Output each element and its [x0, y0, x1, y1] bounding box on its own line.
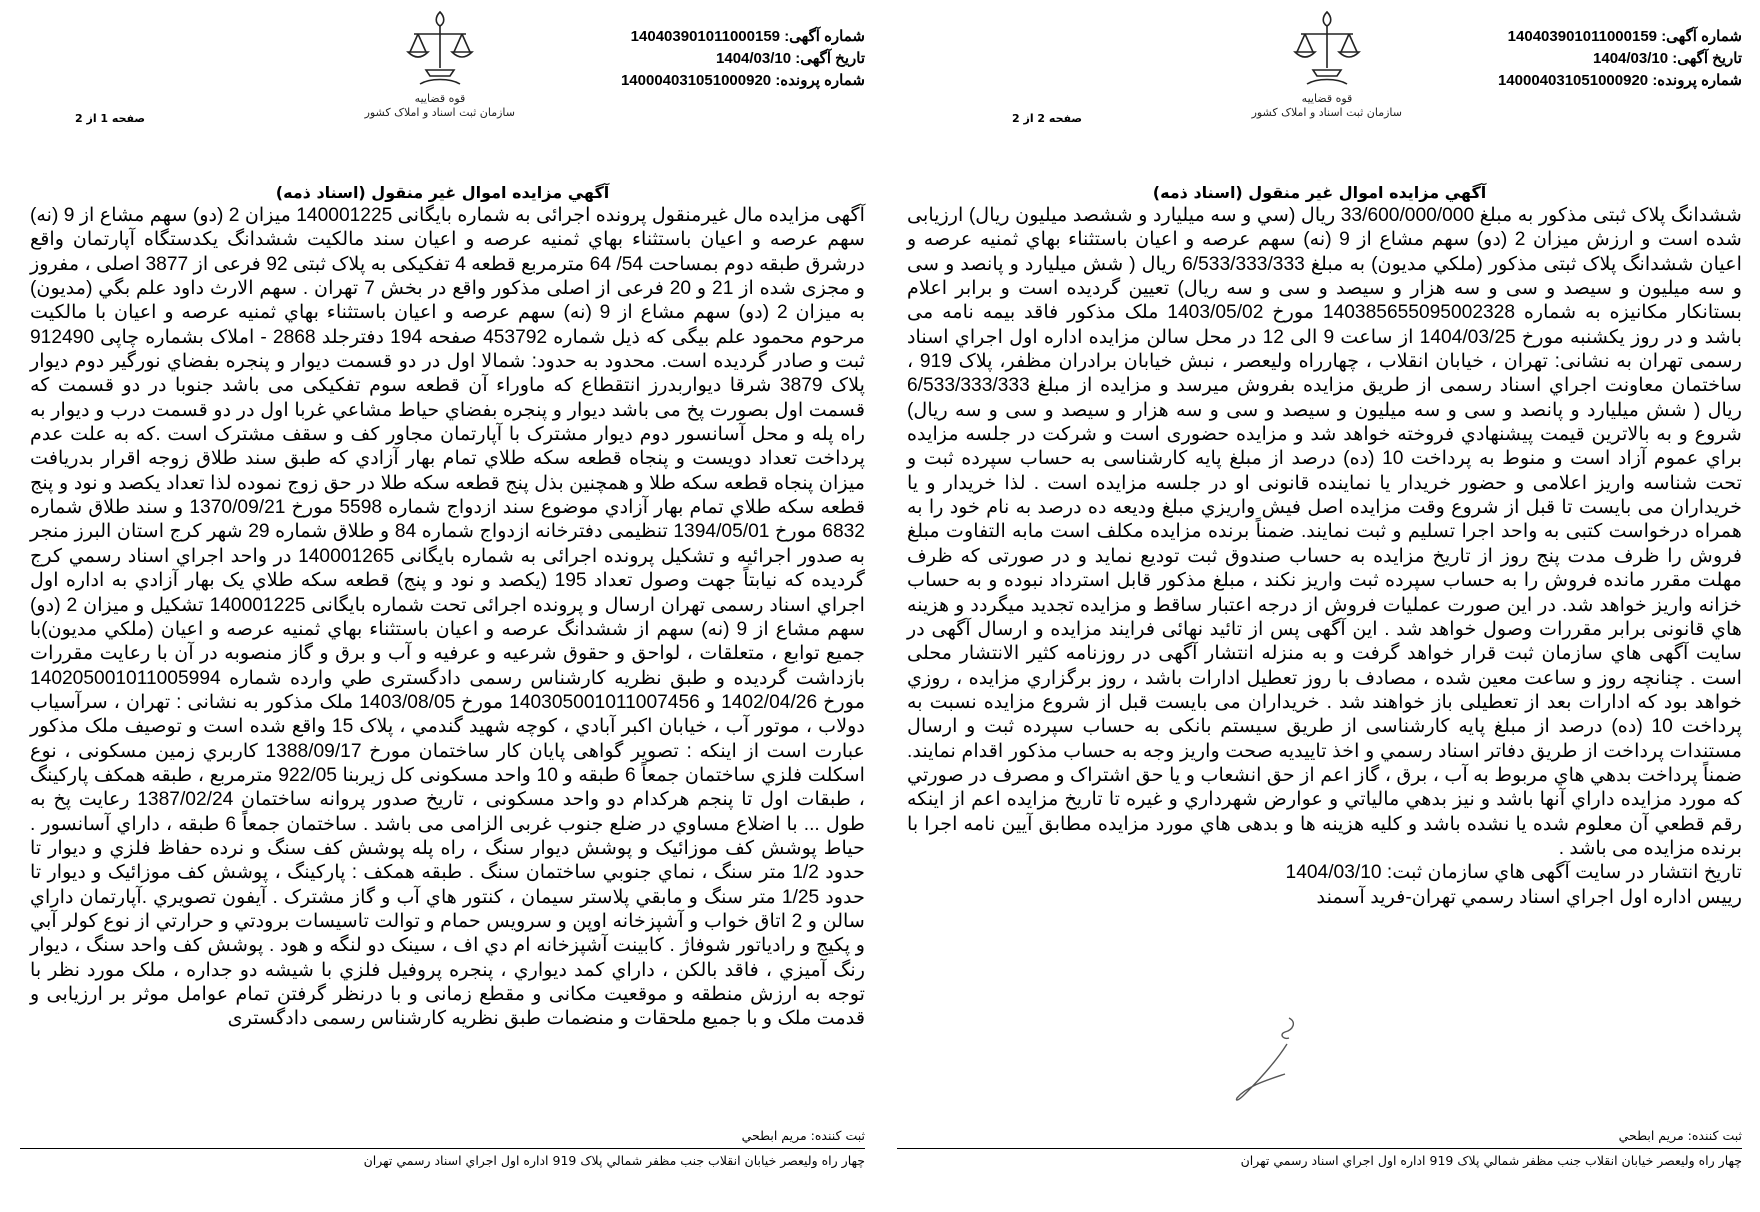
emblem-caption-top: قوه قضاییه [414, 92, 466, 105]
footer-divider [20, 1148, 865, 1149]
page-footer [897, 1128, 1742, 1168]
office-address: چهار راه ولیعصر خیابان انقلاب جنب مظفر شمالي پلاک 919 اداره اول اجراي اسناد رسمي تهران [1240, 1153, 1742, 1168]
case-number: 140004031051000920 [620, 72, 772, 89]
emblem-caption-top: قوه قضاییه [1301, 92, 1353, 105]
footer-divider [897, 1148, 1742, 1149]
scales-of-justice-icon [1291, 8, 1363, 92]
notice-title: آگهي مزايده اموال غير منقول (اسناد ذمه) [275, 183, 610, 202]
page-number: صفحه 2 از 2 [1012, 112, 1083, 125]
signature-mark [1227, 1010, 1337, 1110]
judiciary-emblem [1252, 8, 1402, 158]
notice-meta [1362, 26, 1742, 92]
registrar: ثبت کننده: مریم ابطحي [1618, 1128, 1742, 1143]
notice-page-2 [897, 0, 1742, 1212]
case-number: 140004031051000920 [1497, 72, 1649, 89]
notice-title: آگهي مزايده اموال غير منقول (اسناد ذمه) [1152, 183, 1487, 202]
signatory-line: رییس اداره اول اجراي اسناد رسمي تهران-فرید آسمند [1316, 886, 1742, 908]
notice-date: 1404/03/10 [716, 50, 792, 67]
case-number-row: شماره پرونده: 140004031051000920 [620, 72, 865, 89]
notice-date: 1404/03/10 [1593, 50, 1669, 67]
publication-date-line: تاریخ انتشار در سایت آگهی هاي سازمان ثبت: 1404/03/10 [1285, 862, 1742, 884]
notice-date-row: تاریخ آگهی: 1404/03/10 [716, 50, 865, 67]
registrar: ثبت کننده: مریم ابطحي [741, 1128, 865, 1143]
judiciary-emblem [365, 8, 515, 158]
notice-body-text: ششدانگ پلاک ثبتی مذکور به مبلغ 33/600/000/000 ریال (سي و سه میلیارد و ششصد میلیون ریال) ارزیابی شده است و ارزش میزان 2 (دو) سهم مشاع از 9 (نه) سهم عرصه و اعیان باستثناء بهاي ثمنیه عرصه و اعیان ششدانگ پلاک ثبتی مذکور (ملکي مدیون) به مبلغ 6/533/333/333 ریال ( شش میلیارد و پانصد و سی و سه میلیون و سیصد و سی و سه هزار و سیصد و سی و سه ریال) تعیین گردیده است و برابر اعلام بستانکار مکانیزه به شماره 140385655095002328 مورخ 1403/05/02 ملک مذکور فاقد بیمه نامه می باشد و در روز یکشنبه مورخ 1404/03/25 از ساعت 9 الی 12 در محل سالن مزایده اداره اول اجراي اسناد رسمی تهران به نشانی: تهران ، خیابان انقلاب ، چهارراه ولیعصر ، نبش خیابان برادران مظفر، پلاک 919 ، ساختمان معاونت اجراي اسناد رسمی از طریق مزایده بفروش میرسد و مزایده از مبلغ 6/533/333/333 ریال ( شش میلیارد و پانصد و سی و سه میلیون و سیصد و سی و سه هزار و سیصد و سی و سه ریال) شروع و به بالاترین قیمت پیشنهادي فروخته خواهد شد و مزایده حضوری است و شرکت در جلسه مزایده براي عموم آزاد است و منوط به پرداخت 10 (ده) درصد از مبلغ پایه کارشناسی به حساب سپرده ثبت و تحت شناسه واریز اعلامی و حضور خریدار یا نماینده قانونی او در جلسه مزایده است . لذا خریدار و یا خریداران می بایست تا قبل از شروع وقت مزایده اصل فیش واریزي مبلغ ودیعه ده درصد به نام خود را به همراه درخواست کتبی به واحد اجرا تسلیم و ثبت نمایند. ضمناً برنده مزایده مکلف است مابه التفاوت مبلغ فروش را ظرف مدت پنج روز از تاریخ مزایده به حساب صندوق ثبت تودیع نماید و در صورتی که ظرف مهلت مقرر مانده فروش را به حساب سپرده ثبت واریز نکند ، مبلغ مذکور قابل استرداد نبوده و به حساب خزانه واریز خواهد شد. در این صورت عملیات فروش از درجه اعتبار ساقط و مزایده تجدید میگردد و هزینه هاي قانونی برابر مقررات وصول خواهد شد . این آگهی پس از تائید نهائی فرایند مزایده و ارسال آگهی در سایت آگهی هاي سازمان ثبت قرار خواهد گرفت و به منزله انتشار آگهی در روزنامه کثیر الانتشار محلی است . چنانچه روز و ساعت معین شده ، مصادف با روز تعطیل ادارات باشد ، روز برگزاري مزایده ، روزي خواهد بود که ادارات بعد از تعطیلی باز خواهند شد . خریداران می بایست قبل از شروع مزایده نسبت به پرداخت 10 (ده) درصد از مبلغ پایه کارشناسی از طریق سیستم بانکی به حساب سپرده ثبت و ارسال مستندات پرداخت از طریق دفاتر اسناد رسمي و اخذ تاییدیه صحت واریز وجه به حساب مذکور اقدام نمایند. ضمناً پرداخت بدهي هاي مربوط به آب ، برق ، گاز اعم از حق انشعاب و یا حق اشتراک و مصرف در صورتي که مورد مزایده داراي آنها باشد و نیز بدهي مالیاتي و عوارض شهرداري و غیره تا تاریخ مزایده اعم از اینکه رقم قطعي آن معلوم شده یا نشده باشد و کلیه هزینه ها و بدهی هاي مورد مزایده مطابق آیین نامه اجرا با برنده مزایده می باشد . [907, 205, 1742, 859]
notice-number: 140403901011000159 [1507, 28, 1658, 45]
emblem-caption-bottom: سازمان ثبت اسناد و املاک کشور [364, 106, 515, 119]
page-number: صفحه 1 از 2 [75, 112, 146, 125]
notice-number-row: شماره آگهی: 140403901011000159 [630, 28, 865, 45]
emblem-caption-bottom: سازمان ثبت اسناد و املاک کشور [1251, 106, 1402, 119]
notice-page-1 [20, 0, 865, 1212]
notice-date-row: تاریخ آگهی: 1404/03/10 [1593, 50, 1742, 67]
notice-body-text: آگهی مزایده مال غیرمنقول پرونده اجرائی به شماره بایگانی 140001225 میزان 2 (دو) سهم مشاع از 9 (نه) سهم عرصه و اعیان باستثناء بهاي ثمنیه عرصه و اعیان سند مالکیت ششدانگ یکدستگاه آپارتمان واقع درشرق طبقه دوم بمساحت 54/ 64 مترمربع قطعه 4 تفکیکی به پلاک ثبتی 92 فرعی از 3877 اصلی ، مفروز و مجزی شده از 21 و 20 فرعی از اصلی مذکور واقع در بخش 7 تهران . سهم الارث داود علم بگي (مدیون) به میزان 2 (دو) سهم مشاع از 9 (نه) سهم عرصه و اعیان باستثناء بهاي ثمنیه عرصه و اعیان با مالکیت مرحوم محمود علم بیگی که ذیل شماره 453792 صفحه 194 دفترجلد 2868 - املاک بشماره چاپی 912490 ثبت و صادر گردیده است. محدود به حدود: شمالا اول در دو قسمت دیوار و پنجره بفضاي نورگیر دوم دیوار پلاک 3879 شرقا دیواربدرز انتقطاع که ماوراء آن قطعه سوم تفکیکی می باشد جنوبا در دو قسمت که قسمت اول بصورت پخ می باشد دیوار و پنجره بفضاي حیاط مشاعي غربا اول در دو قسمت درب و دیوار به راه پله و محل آسانسور دوم دیوار مشترک با آپارتمان مجاور کف و سقف مشترک است .که به علت عدم پرداخت تعداد دویست و پنجاه قطعه سکه طلاي تمام بهار آزادي که طبق سند طلاق زوجه اقرار بدریافت میزان پنجاه قطعه سکه طلا و همچنین بذل پنج قطعه سکه طلا در حق زوج نموده لذا تعداد یکصد و نود و پنج قطعه سکه طلاي تمام بهار آزادي موضوع سند ازدواج شماره 5598 مورخ 1370/09/21 و سند طلاق شماره 6832 مورخ 1394/05/01 تنظیمی دفترخانه ازدواج شماره 84 و طلاق شماره 29 شهر کرج استان البرز منجر به صدور اجرائیه و تشکیل پرونده اجرائی به شماره بایگانی 140001265 در واحد اجراي اسناد رسمي کرج گردیده که نیابتاً جهت وصول تعداد 195 (یکصد و نود و پنج) قطعه سکه طلاي یک بهار آزادي به اداره اول اجراي اسناد رسمی تهران ارسال و پرونده اجرائی تحت شماره بایگانی 140001225 تشکیل و میزان 2 (دو) سهم مشاع از 9 (نه) سهم از ششدانگ عرصه و اعیان باستثناء بهاي ثمنیه عرصه و اعیان (ملکي مدیون)با جمیع توابع ، متعلقات ، لواحق و حقوق شرعیه و عرفیه و آب و برق و گاز منصوبه در آن با رعایت مقررات بازداشت گردیده و طبق نظریه کارشناس رسمی دادگستری طي وارده شماره 140205001011005994 مورخ 1402/04/26 و 140305001011007456 مورخ 1403/08/05 ملک مذکور به نشانی : تهران ، سرآسیاب دولاب ، موتور آب ، خیابان اکبر آبادي ، کوچه شهید گندمي ، پلاک 15 واقع شده است و توصیف ملک مذکور عبارت است از اینکه : تصویر گواهی پایان کار ساختمان مورخ 1388/09/17 کاربري زمین مسکونی ، نوع اسکلت فلزي ساختمان جمعاً 6 طبقه و 10 واحد مسکونی کل زیربنا 922/05 مترمربع ، طبقه همکف پارکینگ ، طبقات اول تا پنجم هرکدام دو واحد مسکونی ، تاریخ صدور پروانه ساختمان 1387/02/24 رعایت پخ به طول ... با اضلاع مساوي در ضلع جنوب غربی الزامی می باشد . ساختمان جمعاً 6 طبقه ، داراي آسانسور . حیاط پوشش کف موزائیک و پوشش دیوار سنگ ، راه پله پوشش کف سنگ و نرده حفاظ فلزي و دیوار تا حدود 1/2 متر سنگ ، نماي جنوبي ساختمان سنگ . طبقه همکف : پارکینگ ، پوشش کف موزائیک و دیوار تا حدود 1/25 متر سنگ و مابقي پلاستر سیمان ، کنتور هاي آب و گاز مشترک . آیفون تصویري .آپارتمان داراي سالن و 2 اتاق خواب و آشپزخانه اوپن و سرویس حمام و توالت تاسیسات برودتي و حرارتي از نوع کولر آبي و پکیج و رادیاتور شوفاژ . کابینت آشپزخانه ام دي اف ، سینک دو لنگه و هود . پوشش کف واحد سنگ ، دیوار رنگ آمیزي ، فاقد بالکن ، داراي کمد دیواري ، پنجره پروفیل فلزي با شیشه دو جداره ، ملک مورد نظر با توجه به ارزش منطقه و موقعیت مکانی و مقطع زمانی و با درنظر گرفتن تمام عوامل موثر بر ارزیابی و قدمت ملک و با جمیع ملحقات و منضمات طبق نظریه کارشناس رسمی دادگستری [30, 205, 866, 1030]
office-address: چهار راه ولیعصر خیابان انقلاب جنب مظفر شمالي پلاک 919 اداره اول اجراي اسناد رسمي تهران [363, 1153, 865, 1168]
scales-of-justice-icon [404, 8, 476, 92]
notice-body [30, 204, 866, 1030]
notice-number-row: شماره آگهی: 140403901011000159 [1507, 28, 1742, 45]
notice-body [907, 204, 1742, 910]
case-number-row: شماره پرونده: 140004031051000920 [1497, 72, 1742, 89]
notice-number: 140403901011000159 [630, 28, 781, 45]
notice-meta [485, 26, 865, 92]
page-footer [20, 1128, 865, 1168]
